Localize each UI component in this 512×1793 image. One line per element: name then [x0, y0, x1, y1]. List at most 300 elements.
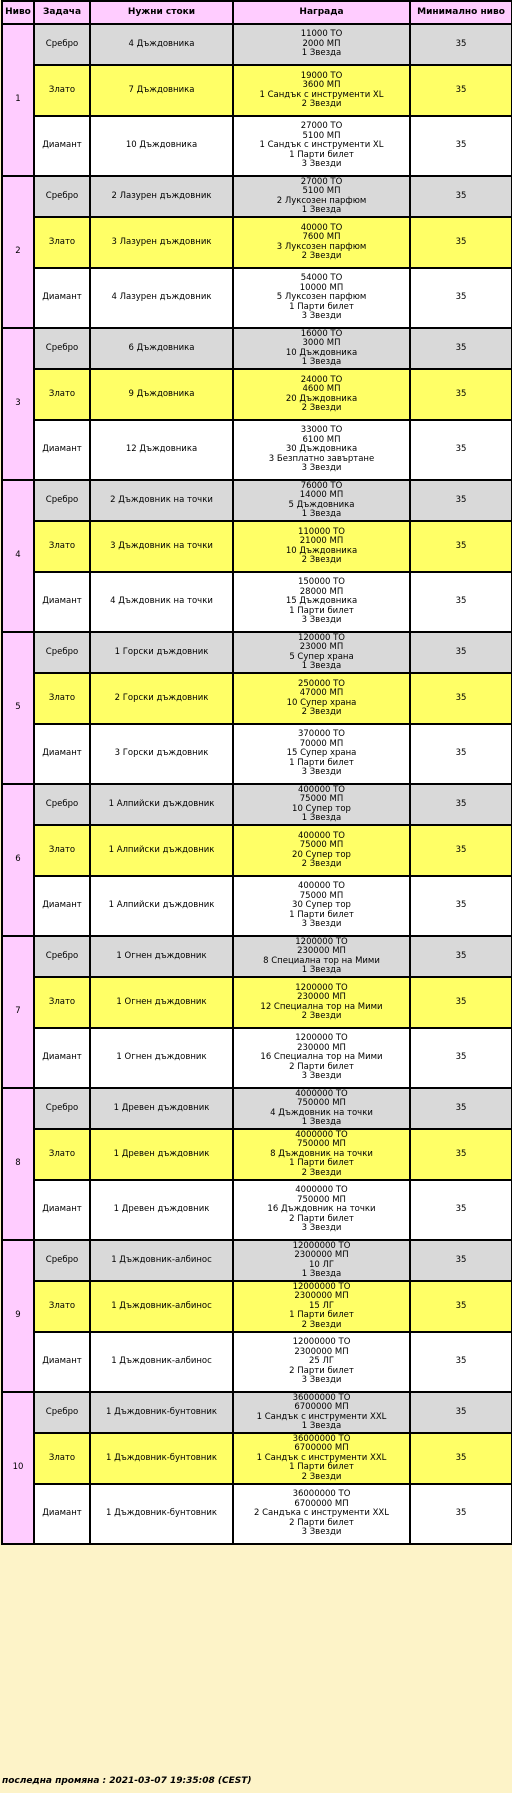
- min-level-cell: 35: [410, 936, 512, 977]
- min-level-cell: 35: [410, 268, 512, 328]
- reward-cell: [233, 1433, 410, 1484]
- reward-line: 76000 ТО: [300, 480, 343, 491]
- reward-line: 750000 МП: [297, 1139, 346, 1150]
- reward-line: 10000 МП: [299, 282, 344, 293]
- min-level-cell: 35: [410, 1088, 512, 1129]
- goods-cell: 1 Дъждовник-бунтовник: [90, 1484, 233, 1544]
- reward-line: 2000 МП: [302, 38, 341, 49]
- reward-cell: [233, 1281, 410, 1332]
- reward-line: 3 Звезди: [301, 311, 342, 322]
- reward-line: 25 ЛГ: [308, 1356, 335, 1367]
- reward-line: 2 Звезди: [301, 554, 342, 565]
- goods-cell: 1 Древен дъждовник: [90, 1129, 233, 1180]
- reward-line: 20 Супер тор: [292, 849, 351, 860]
- reward-line: 40000 ТО: [300, 222, 343, 233]
- reward-line: 2 Парти билет: [289, 1517, 354, 1528]
- table-row: [2, 268, 512, 328]
- reward-line: 27000 ТО: [300, 176, 343, 187]
- reward-line: 400000 ТО: [297, 830, 346, 841]
- level-cell: 9: [2, 1240, 34, 1392]
- table-row: [2, 977, 512, 1028]
- task-cell: Диамант: [34, 1180, 90, 1240]
- reward-line: 4000000 ТО: [295, 1129, 348, 1140]
- min-level-cell: 35: [410, 724, 512, 784]
- reward-line: 10 Дъждовника: [285, 347, 358, 358]
- reward-line: 12000000 ТО: [292, 1337, 351, 1348]
- reward-line: 1 Сандък с инструменти XL: [259, 140, 384, 151]
- reward-line: 2 Звезди: [301, 1010, 342, 1021]
- reward-line: 3 Звезди: [301, 767, 342, 778]
- min-level-cell: 35: [410, 1180, 512, 1240]
- reward-line: 1 Звезда: [301, 356, 342, 367]
- min-level-cell: 35: [410, 572, 512, 632]
- level-cell: 7: [2, 936, 34, 1088]
- task-cell: Злато: [34, 217, 90, 268]
- table-row: [2, 1433, 512, 1484]
- level-cell: 5: [2, 632, 34, 784]
- reward-line: 2 Звезди: [301, 1319, 342, 1330]
- reward-line: 2300000 МП: [294, 1346, 349, 1357]
- task-cell: Диамант: [34, 116, 90, 176]
- reward-line: 2 Парти билет: [289, 1365, 354, 1376]
- reward-line: 750000 МП: [297, 1098, 346, 1109]
- reward-line: 400000 ТО: [297, 881, 346, 892]
- level-cell: 4: [2, 480, 34, 632]
- goods-cell: 1 Алпийски дъждовник: [90, 784, 233, 825]
- task-cell: Сребро: [34, 480, 90, 521]
- min-level-cell: 35: [410, 521, 512, 572]
- reward-line: 2 Звезди: [301, 1471, 342, 1482]
- reward-line: 3 Безплатно завъртане: [268, 453, 375, 464]
- reward-cell: [233, 1240, 410, 1281]
- reward-cell: [233, 1484, 410, 1544]
- reward-line: 70000 МП: [299, 738, 344, 749]
- reward-cell: [233, 1392, 410, 1433]
- task-cell: Злато: [34, 977, 90, 1028]
- reward-line: 36000000 ТО: [292, 1392, 351, 1403]
- goods-cell: 7 Дъждовника: [90, 65, 233, 116]
- task-cell: Сребро: [34, 784, 90, 825]
- min-level-cell: 35: [410, 369, 512, 420]
- reward-line: 3 Звезди: [301, 615, 342, 626]
- min-level-cell: 35: [410, 420, 512, 480]
- goods-cell: 1 Дъждовник-албинос: [90, 1240, 233, 1281]
- task-cell: Злато: [34, 1129, 90, 1180]
- reward-line: 75000 МП: [299, 794, 344, 805]
- reward-line: 5 Луксозен парфюм: [276, 292, 367, 303]
- table-row: [2, 673, 512, 724]
- reward-cell: [233, 825, 410, 876]
- reward-line: 4000000 ТО: [295, 1185, 348, 1196]
- header-goods: Нужни стоки: [90, 1, 233, 24]
- reward-line: 10 ЛГ: [308, 1259, 335, 1270]
- reward-line: 5100 МП: [302, 186, 341, 197]
- task-cell: Сребро: [34, 1392, 90, 1433]
- min-level-cell: 35: [410, 176, 512, 217]
- goods-cell: 1 Огнен дъждовник: [90, 1028, 233, 1088]
- reward-line: 15 ЛГ: [308, 1300, 335, 1311]
- table-row: [2, 1180, 512, 1240]
- reward-line: 33000 ТО: [300, 425, 343, 436]
- goods-cell: 1 Огнен дъждовник: [90, 936, 233, 977]
- reward-cell: [233, 480, 410, 521]
- goods-cell: 4 Дъждовника: [90, 24, 233, 65]
- reward-line: 2 Звезди: [301, 858, 342, 869]
- goods-cell: 3 Дъждовник на точки: [90, 521, 233, 572]
- reward-line: 1 Парти билет: [289, 301, 354, 312]
- reward-cell: [233, 176, 410, 217]
- table-row: [2, 420, 512, 480]
- reward-cell: [233, 1028, 410, 1088]
- header-task: Задача: [34, 1, 90, 24]
- table-row: [2, 1281, 512, 1332]
- table-row: [2, 1392, 512, 1433]
- table-row: [2, 1484, 512, 1544]
- table-row: [2, 1088, 512, 1129]
- goods-cell: 10 Дъждовника: [90, 116, 233, 176]
- header-row: [2, 1, 512, 24]
- reward-cell: [233, 521, 410, 572]
- rewards-table: [1, 0, 512, 1545]
- goods-cell: 1 Дъждовник-албинос: [90, 1281, 233, 1332]
- reward-line: 5100 МП: [302, 130, 341, 141]
- reward-line: 3 Звезди: [301, 1071, 342, 1082]
- reward-line: 1 Сандък с инструменти XXL: [256, 1411, 387, 1422]
- min-level-cell: 35: [410, 65, 512, 116]
- reward-cell: [233, 673, 410, 724]
- task-cell: Злато: [34, 1281, 90, 1332]
- reward-line: 2 Звезди: [301, 1167, 342, 1178]
- reward-line: 1 Парти билет: [289, 1310, 354, 1321]
- table-row: [2, 328, 512, 369]
- reward-cell: [233, 1088, 410, 1129]
- reward-line: 30 Супер тор: [292, 900, 351, 911]
- min-level-cell: 35: [410, 217, 512, 268]
- min-level-cell: 35: [410, 825, 512, 876]
- reward-line: 1 Звезда: [301, 1268, 342, 1279]
- goods-cell: 4 Лазурен дъждовник: [90, 268, 233, 328]
- min-level-cell: 35: [410, 328, 512, 369]
- reward-line: 10 Супер тор: [292, 803, 351, 814]
- min-level-cell: 35: [410, 1129, 512, 1180]
- min-level-cell: 35: [410, 673, 512, 724]
- reward-line: 1 Звезда: [301, 660, 342, 671]
- min-level-cell: 35: [410, 876, 512, 936]
- reward-line: 16 Дъждовник на точки: [267, 1204, 376, 1215]
- reward-line: 1 Парти билет: [289, 149, 354, 160]
- reward-line: 2 Сандъка с инструменти XXL: [253, 1508, 389, 1519]
- goods-cell: 1 Древен дъждовник: [90, 1180, 233, 1240]
- min-level-cell: 35: [410, 632, 512, 673]
- reward-line: 36000000 ТО: [292, 1433, 351, 1444]
- reward-line: 230000 МП: [297, 1042, 346, 1053]
- task-cell: Сребро: [34, 176, 90, 217]
- level-cell: 1: [2, 24, 34, 176]
- reward-cell: [233, 328, 410, 369]
- reward-line: 54000 ТО: [300, 273, 343, 284]
- reward-line: 3000 МП: [302, 338, 341, 349]
- header-min-level: Минимално ниво: [410, 1, 512, 24]
- header-reward: Награда: [233, 1, 410, 24]
- reward-line: 2 Звезди: [301, 706, 342, 717]
- reward-line: 2 Парти билет: [289, 1061, 354, 1072]
- reward-line: 1 Парти билет: [289, 757, 354, 768]
- reward-line: 400000 ТО: [297, 784, 346, 795]
- task-cell: Злато: [34, 1433, 90, 1484]
- goods-cell: 1 Алпийски дъждовник: [90, 876, 233, 936]
- reward-cell: [233, 65, 410, 116]
- goods-cell: 1 Древен дъждовник: [90, 1088, 233, 1129]
- reward-line: 5 Супер храна: [289, 651, 354, 662]
- min-level-cell: 35: [410, 977, 512, 1028]
- reward-line: 250000 ТО: [297, 678, 346, 689]
- reward-line: 2 Звезди: [301, 98, 342, 109]
- min-level-cell: 35: [410, 1433, 512, 1484]
- reward-line: 1 Парти билет: [289, 1158, 354, 1169]
- task-cell: Диамант: [34, 1332, 90, 1392]
- goods-cell: 3 Лазурен дъждовник: [90, 217, 233, 268]
- reward-cell: [233, 784, 410, 825]
- goods-cell: 1 Горски дъждовник: [90, 632, 233, 673]
- reward-line: 16000 ТО: [300, 328, 343, 339]
- level-cell: 3: [2, 328, 34, 480]
- reward-line: 2 Звезди: [301, 402, 342, 413]
- reward-line: 230000 МП: [297, 992, 346, 1003]
- task-cell: Злато: [34, 521, 90, 572]
- reward-line: 6700000 МП: [294, 1498, 349, 1509]
- min-level-cell: 35: [410, 24, 512, 65]
- table-row: [2, 876, 512, 936]
- reward-line: 12000000 ТО: [292, 1281, 351, 1292]
- reward-line: 36000000 ТО: [292, 1489, 351, 1500]
- reward-line: 3 Звезди: [301, 159, 342, 170]
- reward-line: 12 Специална тор на Мими: [260, 1001, 383, 1012]
- reward-line: 1 Парти билет: [289, 1462, 354, 1473]
- table-row: [2, 369, 512, 420]
- reward-cell: [233, 1332, 410, 1392]
- reward-line: 1 Звезда: [301, 812, 342, 823]
- reward-line: 15 Дъждовника: [285, 596, 358, 607]
- min-level-cell: 35: [410, 1028, 512, 1088]
- reward-cell: [233, 369, 410, 420]
- task-cell: Сребро: [34, 24, 90, 65]
- header-level: Ниво: [2, 1, 34, 24]
- reward-line: 19000 ТО: [300, 70, 343, 81]
- reward-line: 4600 МП: [302, 384, 341, 395]
- reward-line: 3 Луксозен парфюм: [276, 241, 367, 252]
- min-level-cell: 35: [410, 480, 512, 521]
- reward-line: 12000000 ТО: [292, 1240, 351, 1251]
- task-cell: Диамант: [34, 1028, 90, 1088]
- reward-line: 110000 ТО: [297, 526, 346, 537]
- reward-line: 11000 ТО: [300, 29, 343, 40]
- reward-cell: [233, 876, 410, 936]
- table-row: [2, 521, 512, 572]
- reward-line: 1 Парти билет: [289, 909, 354, 920]
- table-row: [2, 1240, 512, 1281]
- goods-cell: 9 Дъждовника: [90, 369, 233, 420]
- min-level-cell: 35: [410, 1240, 512, 1281]
- min-level-cell: 35: [410, 1484, 512, 1544]
- reward-line: 6700000 МП: [294, 1402, 349, 1413]
- reward-cell: [233, 724, 410, 784]
- reward-line: 2300000 МП: [294, 1250, 349, 1261]
- goods-cell: 3 Горски дъждовник: [90, 724, 233, 784]
- reward-line: 10 Супер храна: [286, 697, 357, 708]
- task-cell: Сребро: [34, 632, 90, 673]
- reward-line: 1200000 ТО: [295, 982, 348, 993]
- reward-line: 24000 ТО: [300, 374, 343, 385]
- reward-line: 1 Сандък с инструменти XL: [259, 89, 384, 100]
- table-row: [2, 1129, 512, 1180]
- min-level-cell: 35: [410, 1332, 512, 1392]
- table-row: [2, 825, 512, 876]
- reward-line: 75000 МП: [299, 890, 344, 901]
- task-cell: Диамант: [34, 876, 90, 936]
- table-row: [2, 572, 512, 632]
- task-cell: Злато: [34, 369, 90, 420]
- goods-cell: 4 Дъждовник на точки: [90, 572, 233, 632]
- reward-line: 750000 МП: [297, 1194, 346, 1205]
- task-cell: Диамант: [34, 420, 90, 480]
- task-cell: Сребро: [34, 1240, 90, 1281]
- table-row: [2, 480, 512, 521]
- reward-line: 2300000 МП: [294, 1291, 349, 1302]
- goods-cell: 12 Дъждовника: [90, 420, 233, 480]
- reward-line: 2 Звезди: [301, 250, 342, 261]
- reward-line: 3 Звезди: [301, 919, 342, 930]
- table-row: [2, 936, 512, 977]
- reward-line: 4 Дъждовник на точки: [270, 1107, 373, 1118]
- reward-line: 6100 МП: [302, 434, 341, 445]
- reward-line: 1200000 ТО: [295, 936, 348, 947]
- reward-line: 21000 МП: [299, 536, 344, 547]
- reward-line: 2 Парти билет: [289, 1213, 354, 1224]
- table-row: [2, 1028, 512, 1088]
- reward-line: 23000 МП: [299, 642, 344, 653]
- reward-cell: [233, 977, 410, 1028]
- reward-line: 15 Супер храна: [286, 748, 357, 759]
- reward-cell: [233, 936, 410, 977]
- task-cell: Диамант: [34, 724, 90, 784]
- table-row: [2, 65, 512, 116]
- reward-line: 8 Дъждовник на точки: [270, 1148, 373, 1159]
- task-cell: Диамант: [34, 1484, 90, 1544]
- goods-cell: 1 Алпийски дъждовник: [90, 825, 233, 876]
- reward-line: 4000000 ТО: [295, 1088, 348, 1099]
- reward-cell: [233, 24, 410, 65]
- level-cell: 10: [2, 1392, 34, 1544]
- table-row: [2, 116, 512, 176]
- reward-cell: [233, 268, 410, 328]
- reward-line: 2 Луксозен парфюм: [276, 195, 367, 206]
- table-row: [2, 176, 512, 217]
- task-cell: Сребро: [34, 936, 90, 977]
- task-cell: Сребро: [34, 1088, 90, 1129]
- reward-line: 7600 МП: [302, 232, 341, 243]
- goods-cell: 1 Дъждовник-бунтовник: [90, 1433, 233, 1484]
- task-cell: Злато: [34, 673, 90, 724]
- reward-line: 10 Дъждовника: [285, 545, 358, 556]
- reward-line: 28000 МП: [299, 586, 344, 597]
- reward-line: 370000 ТО: [297, 729, 346, 740]
- reward-line: 27000 ТО: [300, 121, 343, 132]
- reward-cell: [233, 420, 410, 480]
- reward-cell: [233, 632, 410, 673]
- reward-line: 120000 ТО: [297, 632, 346, 643]
- min-level-cell: 35: [410, 1392, 512, 1433]
- task-cell: Злато: [34, 65, 90, 116]
- level-cell: 8: [2, 1088, 34, 1240]
- reward-line: 1 Звезда: [301, 508, 342, 519]
- min-level-cell: 35: [410, 116, 512, 176]
- reward-line: 150000 ТО: [297, 577, 346, 588]
- goods-cell: 2 Лазурен дъждовник: [90, 176, 233, 217]
- table-row: [2, 632, 512, 673]
- table-row: [2, 24, 512, 65]
- reward-line: 1 Звезда: [301, 964, 342, 975]
- reward-cell: [233, 1180, 410, 1240]
- reward-line: 3 Звезди: [301, 1223, 342, 1234]
- goods-cell: 1 Дъждовник-бунтовник: [90, 1392, 233, 1433]
- task-cell: Диамант: [34, 572, 90, 632]
- reward-line: 1200000 ТО: [295, 1033, 348, 1044]
- reward-line: 3600 МП: [302, 80, 341, 91]
- reward-line: 30 Дъждовника: [285, 444, 358, 455]
- reward-cell: [233, 1129, 410, 1180]
- last-modified: последна промяна : 2021-03-07 19:35:08 (CEST): [2, 1776, 252, 1786]
- min-level-cell: 35: [410, 784, 512, 825]
- table-row: [2, 724, 512, 784]
- table-row: [2, 784, 512, 825]
- level-cell: 6: [2, 784, 34, 936]
- reward-line: 3 Звезди: [301, 463, 342, 474]
- reward-line: 8 Специална тор на Мими: [263, 955, 380, 966]
- reward-line: 75000 МП: [299, 840, 344, 851]
- goods-cell: 1 Дъждовник-албинос: [90, 1332, 233, 1392]
- reward-line: 1 Звезда: [301, 48, 342, 59]
- reward-line: 20 Дъждовника: [285, 393, 358, 404]
- reward-line: 3 Звезди: [301, 1527, 342, 1538]
- reward-line: 1 Звезда: [301, 1420, 342, 1431]
- reward-line: 1 Сандък с инструменти XXL: [256, 1452, 387, 1463]
- reward-cell: [233, 572, 410, 632]
- reward-line: 14000 МП: [299, 490, 344, 501]
- table-body: [2, 24, 512, 1544]
- reward-line: 1 Звезда: [301, 204, 342, 215]
- level-cell: 2: [2, 176, 34, 328]
- reward-line: 6700000 МП: [294, 1443, 349, 1454]
- reward-cell: [233, 116, 410, 176]
- reward-line: 16 Специална тор на Мими: [260, 1052, 383, 1063]
- reward-line: 3 Звезди: [301, 1375, 342, 1386]
- reward-line: 1 Парти билет: [289, 605, 354, 616]
- reward-line: 5 Дъждовника: [288, 499, 355, 510]
- reward-line: 1 Звезда: [301, 1116, 342, 1127]
- goods-cell: 6 Дъждовника: [90, 328, 233, 369]
- table-row: [2, 217, 512, 268]
- min-level-cell: 35: [410, 1281, 512, 1332]
- reward-line: 230000 МП: [297, 946, 346, 957]
- task-cell: Злато: [34, 825, 90, 876]
- task-cell: Сребро: [34, 328, 90, 369]
- reward-line: 47000 МП: [299, 688, 344, 699]
- goods-cell: 2 Дъждовник на точки: [90, 480, 233, 521]
- goods-cell: 1 Огнен дъждовник: [90, 977, 233, 1028]
- goods-cell: 2 Горски дъждовник: [90, 673, 233, 724]
- table-row: [2, 1332, 512, 1392]
- reward-cell: [233, 217, 410, 268]
